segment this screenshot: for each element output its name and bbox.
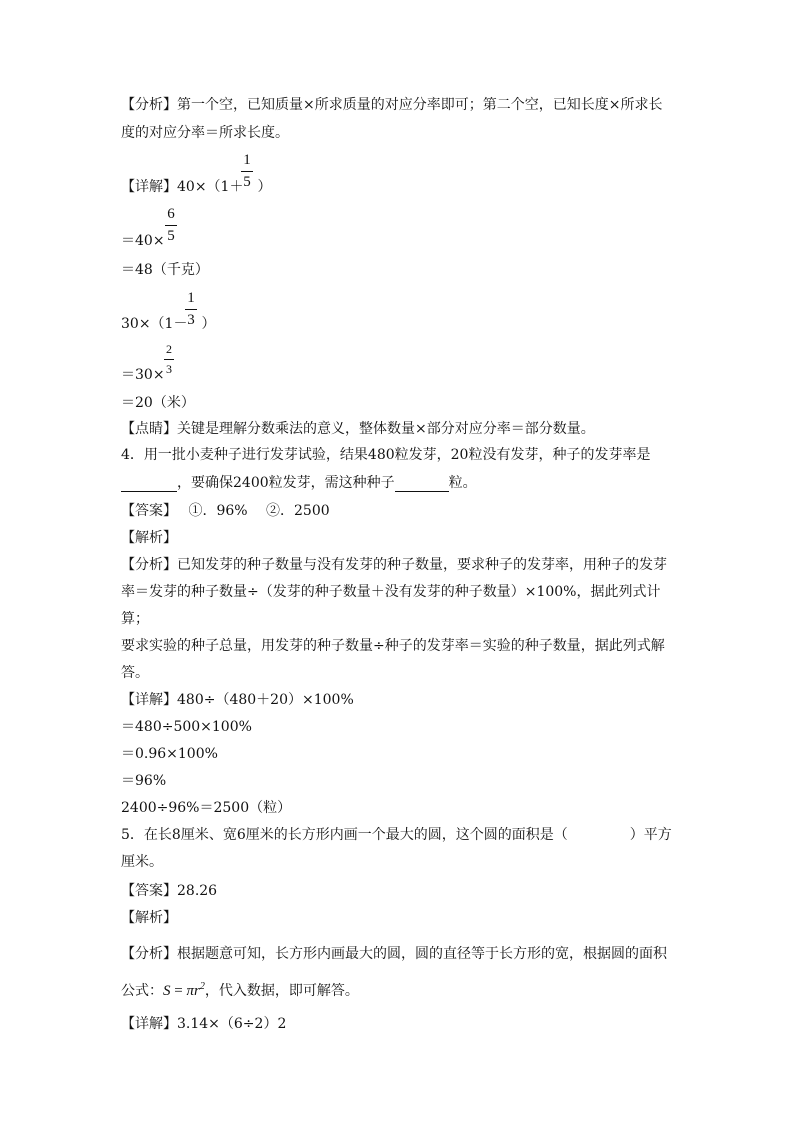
fraction-1-5 [241, 152, 253, 191]
question-4-line-2 [121, 474, 477, 492]
detail-4-line-4: ＝96% [121, 773, 167, 789]
fraction-denominator: 3 [187, 312, 195, 328]
question-text: ）平方 [629, 827, 672, 843]
detail-4-line-2: ＝480÷500×100% [121, 719, 252, 735]
step-line-4: ＝30× [121, 367, 165, 383]
fraction-numerator: 1 [187, 290, 195, 306]
fraction-2-3 [164, 342, 174, 377]
detail-text: 【详解】40×（1＋ [121, 179, 244, 195]
detail-5-line-1: 【详解】3.14×（6÷2）2 [121, 1016, 287, 1032]
analysis-line-2: 度的对应分率＝所求长度。 [121, 125, 289, 141]
question-5-line-2: 厘米。 [121, 854, 163, 870]
key-point-line: 【点睛】关键是理解分数乘法的意义，整体数量×部分对应分率＝部分数量。 [121, 421, 595, 437]
analysis-4-line-4: 要求实验的种子总量，用发芽的种子数量÷种子的发芽率＝实验的种子数量，据此列式解 [121, 638, 665, 654]
question-5-line-1 [121, 826, 672, 844]
analysis-line-1: 【分析】第一个空，已知质量×所求质量的对应分率即可；第二个空，已知长度×所求长 [121, 97, 663, 113]
fraction-numerator: 2 [166, 342, 172, 356]
step-text: 30×（1－ [121, 316, 188, 332]
question-text: 粒。 [448, 475, 477, 491]
detail-4-line-3: ＝0.96×100% [121, 746, 218, 762]
answer-line: 【答案】28.26 [121, 883, 218, 899]
question-4-line-1: 4．用一批小麦种子进行发芽试验，结果480粒发芽，20粒没有发芽，种子的发芽率是 [121, 447, 651, 463]
step-line-5: ＝20（米） [121, 395, 195, 411]
step-text: ） [201, 316, 216, 332]
fraction-numerator: 6 [167, 206, 175, 222]
detail-4-line-5: 2400÷96%＝2500（粒） [121, 800, 292, 816]
analysis-5-line-2 [121, 978, 359, 1000]
fraction-numerator: 1 [243, 152, 251, 168]
analysis-4-line-1: 【分析】已知发芽的种子数量与没有发芽的种子数量，要求种子的发芽率，用种子的发芽 [121, 557, 667, 573]
fraction-denominator: 5 [167, 228, 175, 244]
analysis-5-line-1: 【分析】根据题意可知，长方形内画最大的圆，圆的直径等于长方形的宽，根据圆的面积 [121, 946, 667, 962]
step-line-1: ＝40× [121, 233, 165, 249]
step-line-2: ＝48（千克） [121, 262, 209, 278]
analysis-text: ，代入数据，即可解答。 [204, 983, 359, 999]
analysis-4-line-5: 答。 [121, 665, 149, 681]
solution-heading: 【解析】 [121, 530, 177, 546]
detail-text: ） [257, 179, 272, 195]
answer-blank [395, 491, 449, 492]
question-text: ，要确保2400粒发芽，需这种种子 [177, 475, 395, 491]
area-formula: $S = \pi r^2$ [163, 981, 205, 999]
answer-line: 【答案】 ①．96% ②．2500 [121, 503, 330, 519]
solution-heading: 【解析】 [121, 910, 177, 926]
fraction-1-3 [185, 290, 197, 329]
answer-blank [121, 491, 177, 492]
analysis-text: 公式： [121, 983, 163, 999]
fraction-denominator: 5 [243, 174, 251, 190]
fraction-denominator: 3 [166, 362, 172, 376]
step-line-3 [121, 315, 215, 333]
analysis-4-line-2: 率＝发芽的种子数量÷（发芽的种子数量＋没有发芽的种子数量）×100%，据此列式计 [121, 584, 661, 600]
analysis-4-line-3: 算； [121, 611, 149, 627]
detail-4-line-1: 【详解】480÷（480＋20）×100% [121, 692, 354, 708]
question-text: 5．在长8厘米、宽6厘米的长方形内画一个最大的圆，这个圆的面积是（ [121, 827, 568, 843]
fraction-6-5 [165, 206, 177, 245]
